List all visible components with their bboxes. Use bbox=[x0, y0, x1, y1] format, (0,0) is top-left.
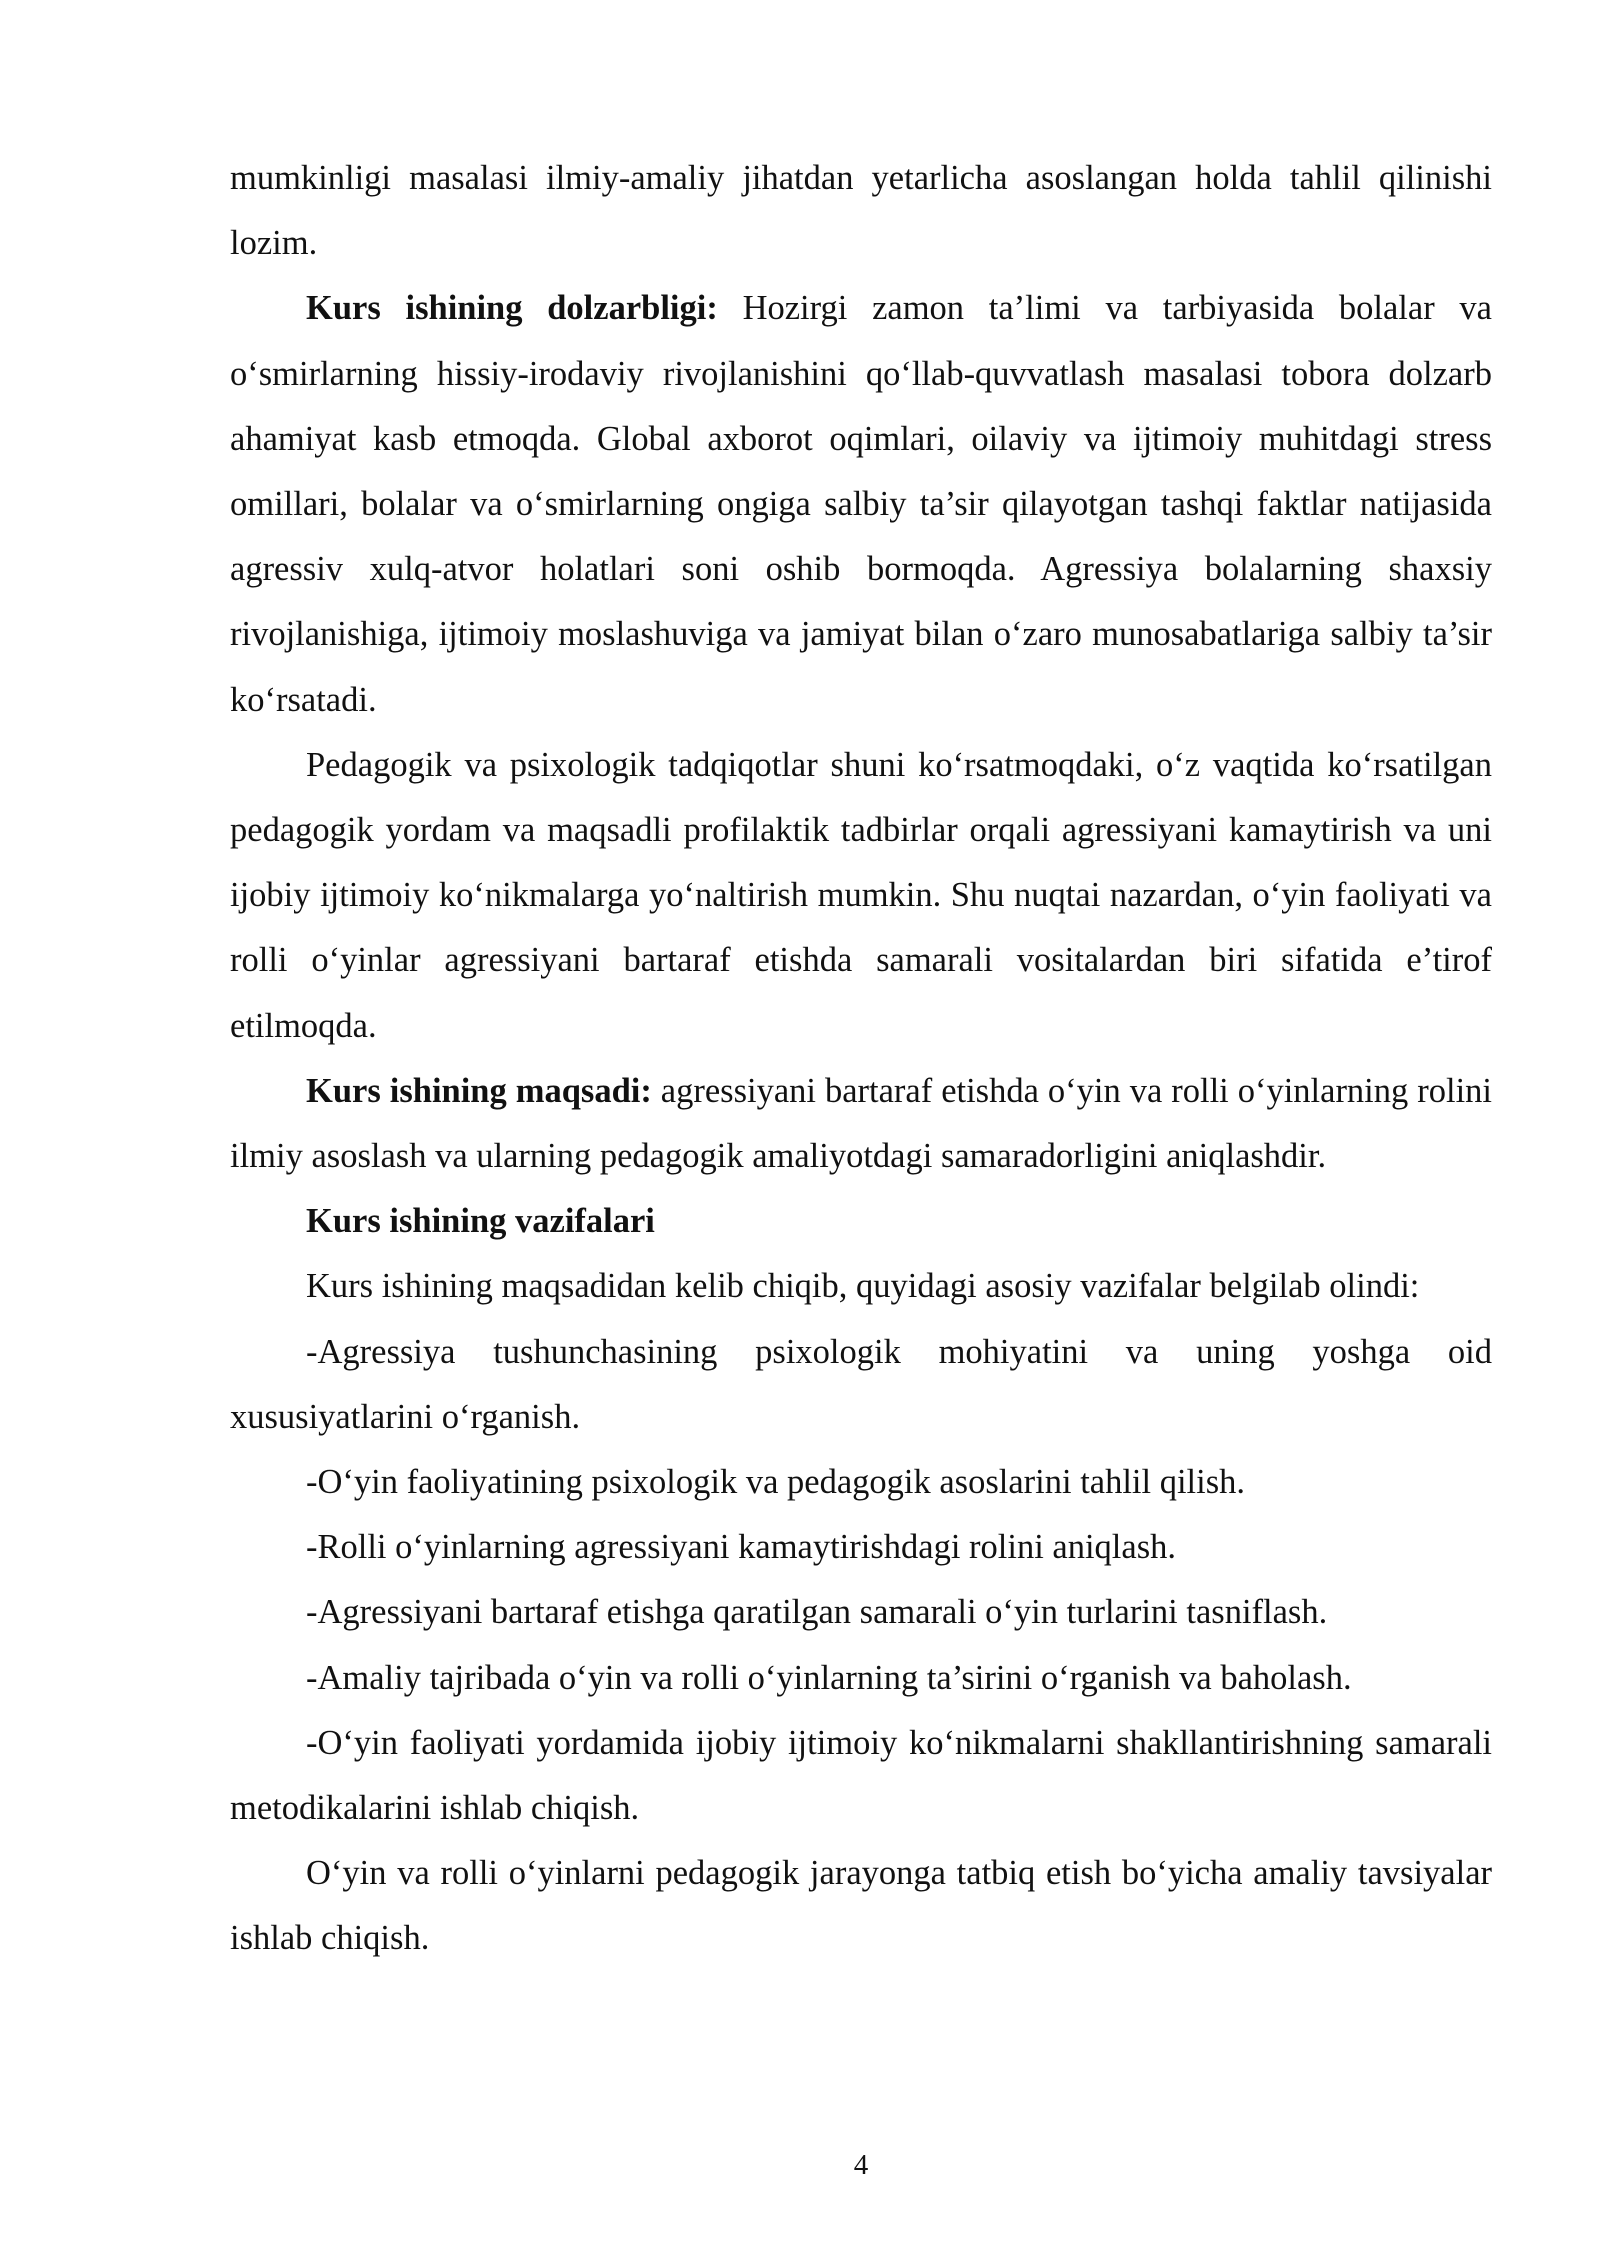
relevance-heading: Kurs ishining dolzarbligi: bbox=[306, 289, 718, 328]
task-item: -O‘yin faoliyati yordamida ijobiy ijtimoiy ko‘nikmalarni shakllantirishning samarali metodikalarini ishlab chiqish. bbox=[230, 1723, 1492, 1828]
paragraph-final-task: O‘yin va rolli o‘yinlarni pedagogik jarayonga tatbiq etish bo‘yicha amaliy tavsiyalar ishlab chiqish. bbox=[230, 1854, 1492, 1958]
document-page bbox=[230, 146, 1492, 1972]
paragraph-goal bbox=[230, 1059, 1492, 1189]
goal-text: agressiyani bartaraf etishda o‘yin va rolli o‘yinlarning rolini ilmiy asoslash va ularning pedagogik amaliyotdagi samaradorligini aniqlashdir. bbox=[230, 1071, 1492, 1176]
task-item: -Rolli o‘yinlarning agressiyani kamaytirishdagi rolini aniqlash. bbox=[306, 1528, 1176, 1567]
paragraph-research-findings: Pedagogik va psixologik tadqiqotlar shuni ko‘rsatmoqdaki, o‘z vaqtida ko‘rsatilgan pedagogik yordam va maqsadli profilaktik tadbirlar orqali agressiyani kamaytirish va uni ijobiy ijtimoiy ko‘nikmalarga yo‘naltirish mumkin. Shu nuqtai nazardan, o‘yin faoliyati va rolli o‘yinlar agressiyani bartaraf etishda samarali vositalardan biri sifatida e’tirof etilmoqda. bbox=[230, 745, 1492, 1045]
tasks-heading: Kurs ishining vazifalari bbox=[306, 1202, 655, 1241]
tasks-intro: Kurs ishining maqsadidan kelib chiqib, quyidagi asosiy vazifalar belgilab olindi: bbox=[306, 1267, 1420, 1306]
relevance-text: Hozirgi zamon ta’limi va tarbiyasida bolalar va o‘smirlarning hissiy-irodaviy rivojlanishini qo‘llab-quvvatlash masalasi tobora dolzarb ahamiyat kasb etmoqda. Global axborot oqimlari, oilaviy va ijtimoiy muhitdagi stress omillari, bolalar va o‘smirlarning ongiga salbiy ta’sir qilayotgan tashqi faktlar natijasida agressiv xulq-atvor holatlari soni oshib bormoqda. Agressiya bolalarning shaxsiy rivojlanishiga, ijtimoiy moslashuviga va jamiyat bilan o‘zaro munosabatlariga salbiy ta’sir ko‘rsatadi. bbox=[230, 289, 1492, 719]
paragraph-continuation: mumkinligi masalasi ilmiy-amaliy jihatdan yetarlicha asoslangan holda tahlil qilinishi lozim. bbox=[230, 159, 1492, 263]
task-item: -Agressiya tushunchasining psixologik mohiyatini va uning yoshga oid xususiyatlarini o‘rganish. bbox=[230, 1332, 1492, 1436]
paragraph-relevance bbox=[230, 276, 1492, 732]
goal-heading: Kurs ishining maqsadi: bbox=[306, 1071, 652, 1110]
task-item: -Amaliy tajribada o‘yin va rolli o‘yinlarning ta’sirini o‘rganish va baholash. bbox=[306, 1658, 1352, 1697]
task-item: -O‘yin faoliyatining psixologik va pedagogik asoslarini tahlil qilish. bbox=[306, 1463, 1246, 1502]
page-number: 4 bbox=[853, 2149, 869, 2181]
task-item: -Agressiyani bartaraf etishga qaratilgan samarali o‘yin turlarini tasniflash. bbox=[306, 1593, 1328, 1632]
